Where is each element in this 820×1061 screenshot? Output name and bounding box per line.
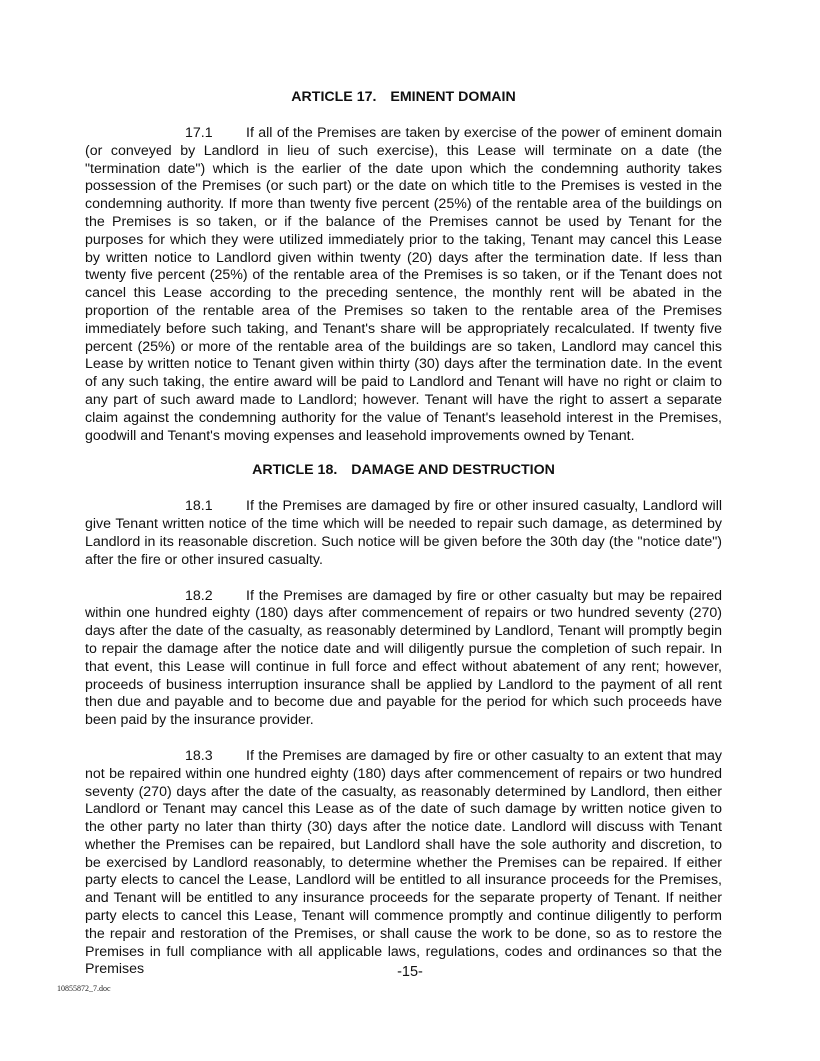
section-17-1 (85, 125, 722, 445)
section-text: If all of the Premises are taken by exercise of the power of eminent domain (or conveyed by Landlord in lieu of such exercise), this Lease will terminate on a date (the "termination date") which is the earlier of the date upon which the condemning authority takes possession of the Premises (or such part) or the date on which title to the Premises is vested in the condemning authority. If more than twenty five percent (25%) of the rentable area of the buildings on the Premises is so taken, or if the balance of the Premises cannot be used by Tenant for the purposes for which they were utilized immediately prior to the taking, Tenant may cancel this Lease by written notice to Landlord given within twenty (20) days after the termination date. If less than twenty five percent (25%) of the rentable area of the Premises is so taken, or if the Tenant does not cancel this Lease according to the preceding sentence, the monthly rent will be abated in the proportion of the rentable area of the Premises so taken to the rentable area of the Premises immediately before such taking, and Tenant's share will be appropriately recalculated. If twenty five percent (25%) or more of the rentable area of the buildings are so taken, Landlord may cancel this Lease by written notice to Tenant given within thirty (30) days after the termination date. In the event of any such taking, the entire award will be paid to Landlord and Tenant will have no right or claim to any part of such award made to Landlord; however. Tenant will have the right to assert a separate claim against the condemning authority for the value of Tenant's leasehold interest in the Premises, goodwill and Tenant's moving expenses and leasehold improvements owned by Tenant. (85, 125, 722, 444)
article-number: ARTICLE 18. (252, 462, 338, 479)
article-title: DAMAGE AND DESTRUCTION (351, 462, 555, 479)
section-number: 17.1 (185, 125, 213, 141)
section-number: 18.1 (185, 498, 213, 515)
document-page (85, 88, 722, 997)
article-title: EMINENT DOMAIN (390, 89, 516, 105)
article-17-heading (85, 88, 722, 106)
section-18-2 (85, 588, 722, 730)
document-id: 10855872_7.doc (57, 984, 111, 993)
section-text: If the Premises are damaged by fire or other insured casualty, Landlord will give Tenant written notice of the time which will be needed to repair such damage, as determined by Landlord in its reasonable discretion. Such notice will be given before the 30th day (the "notice date") after the fire or other insured casualty. (85, 498, 722, 568)
section-number: 18.3 (185, 747, 213, 764)
section-text: If the Premises are damaged by fire or other casualty to an extent that may not be repaired within one hundred eighty (180) days after commencement of repairs or two hundred seventy (270) days after the date of the casualty, as reasonably determined by Landlord, then either Landlord or Tenant may cancel this Lease as of the date of such damage by written notice given to the other party no later than thirty (30) days after the notice date. Landlord will discuss with Tenant whether the Premises can be repaired, but Landlord shall have the sole authority and discretion, to be exercised by Landlord reasonably, to determine whether the Premises can be repaired. If either party elects to cancel the Lease, Landlord will be entitled to all insurance proceeds for the Premises, and Tenant will be entitled to any insurance proceeds for the separate property of Tenant. If neither party elects to cancel this Lease, Tenant will commence promptly and continue diligently to perform the repair and restoration of the Premises, or shall cause the work to be done, so as to restore the Premises in full compliance with all applicable laws, regulations, codes and ordinances so that the Premises (85, 747, 722, 978)
section-number: 18.2 (185, 587, 213, 604)
article-number: ARTICLE 17. (291, 89, 377, 105)
page-number: -15- (397, 964, 423, 980)
section-18-3 (85, 748, 722, 979)
section-text: If the Premises are damaged by fire or other casualty but may be repaired within one hundred eighty (180) days after commencement of repairs or two hundred seventy (270) days after the date of the casualty, as reasonably determined by Landlord, Tenant will promptly begin to repair the damage after the notice date and will diligently pursue the completion of such repair. In that event, this Lease will continue in full force and effect without abatement of any rent; however, proceeds of business interruption insurance shall be applied by Landlord to the payment of all rent then due and payable and to become due and payable for the period for which such proceeds have been paid by the insurance provider. (85, 587, 722, 729)
article-18-heading (85, 461, 722, 479)
section-18-1 (85, 498, 722, 569)
